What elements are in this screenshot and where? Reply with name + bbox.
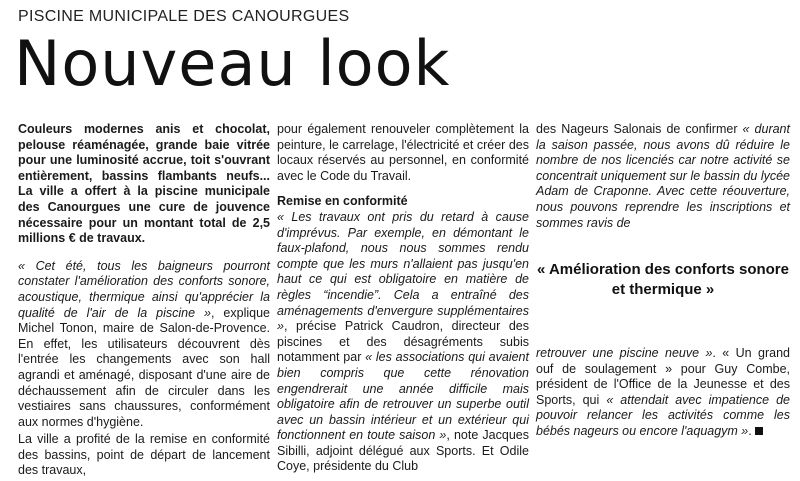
paragraph (277, 210, 529, 475)
column-3 (536, 122, 790, 233)
column-2 (277, 122, 529, 477)
paragraph (18, 259, 270, 431)
text: . « Un grand ouf de soulagement » pour Guy Combe, président de l'Office de la Jeunesse et des Sports, qui (536, 346, 791, 407)
column-3-continued (536, 346, 790, 442)
quote: « durant la saison passée, nous avons dû réduire le nombre de nos licenciés car notre activité se concentrait uniquement sur le bassin du lycée Adam de Craponne. Avec cette réouverture, nous pouvons reprendre les inscriptions et sommes ravis de (536, 122, 790, 230)
paragraph: pour également renouveler complètement la peinture, le carrelage, l'électricité et créer des locaux réservés au personnel, en conformité avec le Code du Travail. (277, 122, 529, 183)
quote: retrouver une piscine neuve » (536, 346, 713, 360)
quote: « attendait avec impatience de pouvoir relancer les activités comme les bébés nageurs ou encore l'aquagym » (536, 392, 790, 438)
subheading: Remise en conformité (277, 194, 408, 209)
paragraph (536, 346, 790, 440)
text: des Nageurs Salonais de confirmer (536, 122, 738, 136)
end-of-article-mark (755, 427, 763, 435)
paragraph (536, 122, 790, 231)
section-kicker: PISCINE MUNICIPALE DES CANOURGUES (18, 8, 350, 25)
headline: Nouveau look (14, 27, 451, 100)
text: , précise Patrick Caudron, directeur des piscines et des désagréments subis notamment par (277, 319, 529, 365)
text: , explique Michel Tonon, maire de Salon-de-Provence. En effet, les utilisateurs découvrent dès l'entrée les changements avec son hall agrandi et aménagé, disposant d'une aire de déchaussement afin de circuler dans les vestiaires sans chaussures, conformément aux normes d'hygiène. (18, 305, 270, 429)
text: . (748, 423, 752, 438)
quote: « les associations qui avaient bien compris que cette rénovation engendrerait une année difficile mais obligatoire afin de retrouver un superbe outil avec un bassin intérieur et un extérieur qui fonctionnent en toute saison » (277, 350, 529, 443)
quote: « Les travaux ont pris du retard à cause d'imprévus. Par exemple, en démontant le faux-plafond, nous nous sommes rendu compte que les murs n'allaient pas jusqu'en haut ce qui est obligatoire en matière de règles “incendie”. Cela a entraîné des aménagements d'envergure supplémentaires » (277, 209, 529, 334)
paragraph: La ville a profité de la remise en conformité des bassins, point de départ de lancement des travaux, (18, 432, 270, 478)
pull-quote: « Amélioration des conforts sonore et thermique » (537, 261, 789, 298)
text: , note Jacques Sibilli, adjoint délégué aux Sports. Et Odile Coye, présidente du Club (277, 428, 529, 474)
column-1 (18, 122, 270, 481)
quote: « Cet été, tous les baigneurs pourront constater l'amélioration des conforts sonore, acoustique, thermique ainsi qu'apprécier la qualité de l'air de la piscine » (18, 258, 270, 320)
lead-paragraph: Couleurs modernes anis et chocolat, pelouse réaménagée, grande baie vitrée pour une luminosité accrue, toit s'ouvrant entièrement, bassins flambants neufs... La ville a offert à la piscine municipale des Canourgues une cure de jouvence nécessaire pour un montant total de 2,5 millions € de travaux. (18, 122, 270, 246)
